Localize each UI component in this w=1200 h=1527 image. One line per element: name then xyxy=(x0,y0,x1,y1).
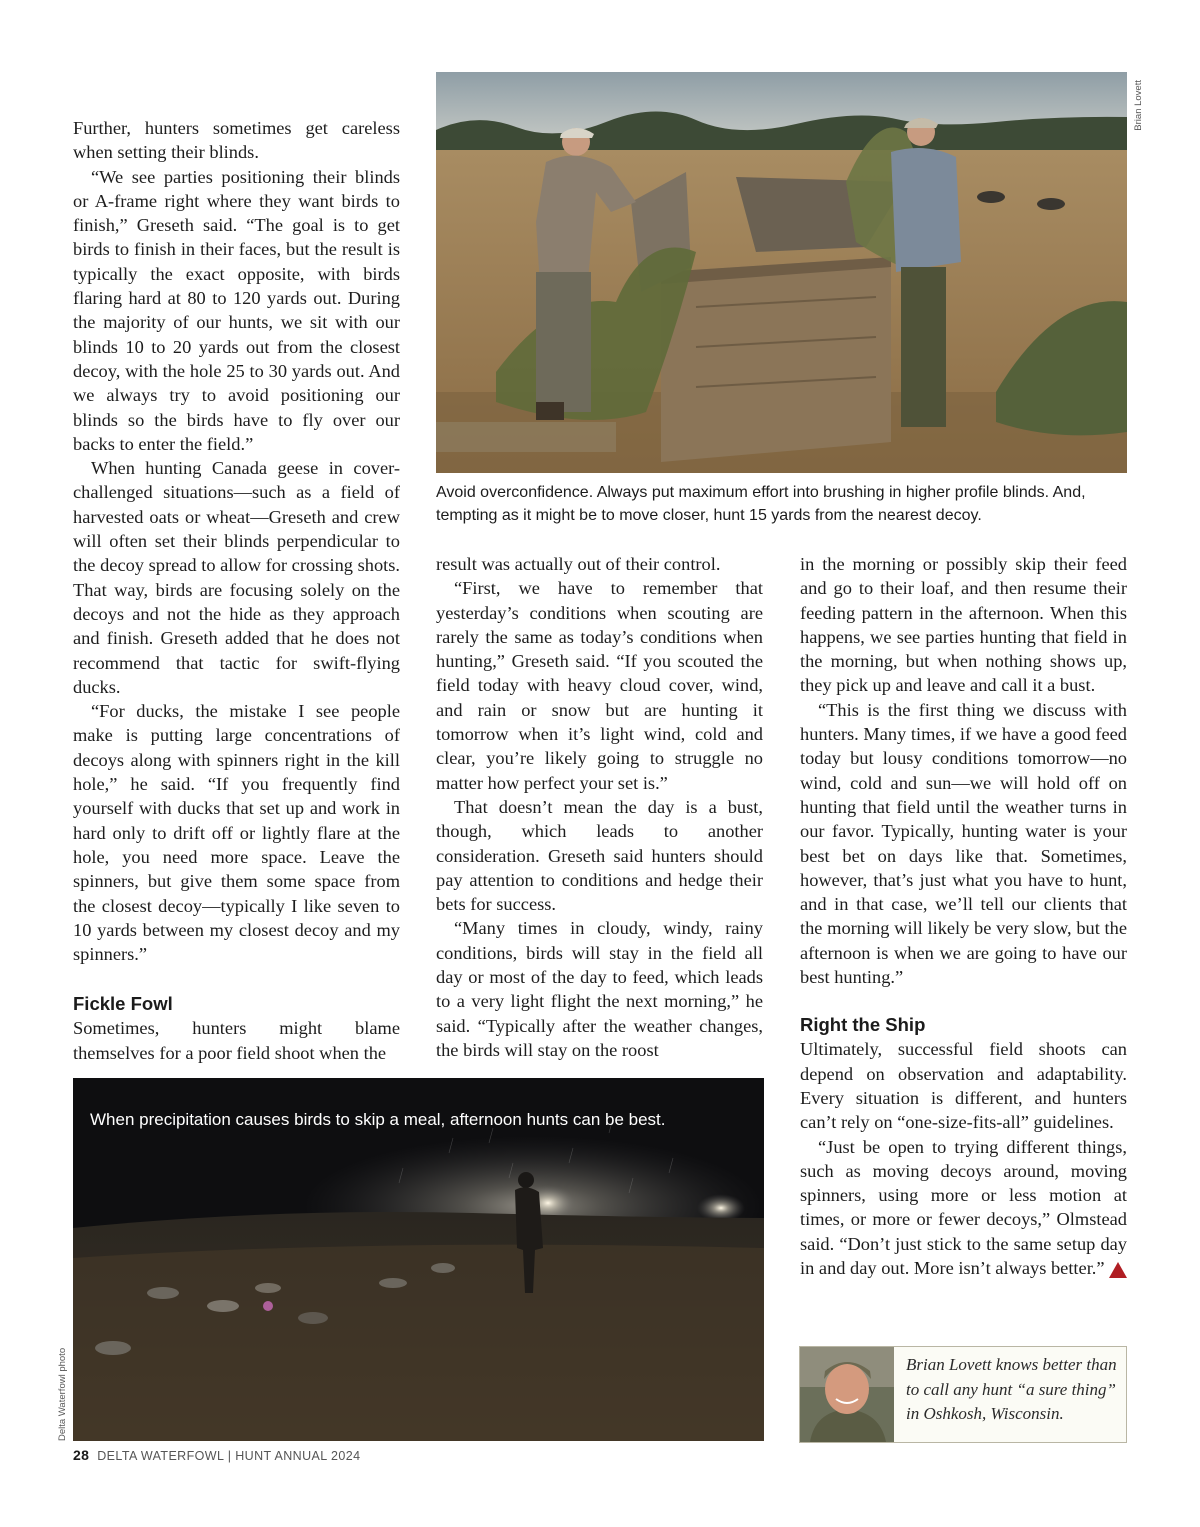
column-3 xyxy=(800,552,1127,1280)
col2-paragraph-2: “First, we have to remember that yesterday’s conditions when scouting are rarely the same as today’s conditions when hunting,” Greseth said. “If you scouted the field today with heavy cloud cover, wind, and rain or snow but are hunting it tomorrow when it’s light wind, cold and clear, you’re likely going to struggle no matter how perfect your set is.” xyxy=(436,578,763,793)
col1-paragraph-3: When hunting Canada geese in cover-challenged situations—such as a field of harvested oats or wheat—Greseth and crew will often set their blinds perpendicular to the decoy spread to allow for crossing shots. That way, birds are focusing solely on the decoys and not the hide as they approach and finish. Greseth added that he does not recommend that tactic for swift-flying ducks. xyxy=(73,458,400,697)
col3-paragraph-2: “This is the first thing we discuss with hunters. Many times, if we have a good feed today but lousy conditions tomorrow—no wind, cold and sun—we will hold off on hunting that field until the weather turns in our favor. Typically, hunting water is your best bet on days like that. Sometimes, however, that’s just what you have to hunt, and in that case, we’ll tell our clients that the morning will likely be very slow, but the afternoon is when we are going to have our best hunting.” xyxy=(800,699,1127,988)
col1-paragraph-2: “We see parties positioning their blinds or A-frame right where they want birds to finish,” Greseth said. “The goal is to get birds to finish in their faces, but the result is typically the exact opposite, with birds flaring hard at 80 to 120 yards out. During the majority of our hunts, we sit with our blinds 10 to 20 yards out from the closest decoy, with the hole 25 to 30 yards out. And we always try to avoid positioning our blinds so the birds have to fly over our backs to enter the field.” xyxy=(73,166,400,454)
col1-paragraph-4: “For ducks, the mistake I see people make is putting large concentrations of decoys along with spinners right in the kill hole,” he said. “If you frequently find yourself with ducks that set up and work in hard only to drift off or lightly flare at the hole, you need more space. Leave the spinners, but give them some space from the closest decoy—typically I like seven to 10 yards between my closest decoy and my spinners.” xyxy=(73,701,400,965)
col1-paragraph-1: Further, hunters sometimes get careless when setting their blinds. xyxy=(73,118,400,163)
bottom-photo-credit: Delta Waterfowl photo xyxy=(57,1347,68,1441)
col2-paragraph-3: That doesn’t mean the day is a bust, though, which leads to another consideration. Greseth said hunters should pay attention to conditions and hedge their bets for success. xyxy=(436,796,763,915)
col1-paragraph-5: Sometimes, hunters might blame themselves for a poor field shoot when the xyxy=(73,1018,400,1063)
column-1 xyxy=(73,116,400,1065)
page-number: 28 xyxy=(73,1447,90,1463)
blind-brushing-photo xyxy=(436,72,1127,473)
section-heading-right-the-ship: Right the Ship xyxy=(800,1014,926,1036)
col3-paragraph-4 xyxy=(800,1135,1127,1281)
author-photo xyxy=(800,1347,894,1442)
bottom-photo xyxy=(73,1078,764,1441)
top-photo-credit: Brian Lovett xyxy=(1133,80,1144,131)
bottom-photo-caption: When precipitation causes birds to skip a meal, afternoon hunts can be best. xyxy=(90,1110,666,1129)
top-photo-caption: Avoid overconfidence. Always put maximum effort into brushing in higher profile blinds. And, tempting as it might be to move closer, hunt 15 yards from the nearest decoy. xyxy=(436,484,1086,524)
col3-paragraph-3: Ultimately, successful field shoots can depend on observation and adaptability. Every situation is different, and hunters can’t rely on “one-size-fits-all” guidelines. xyxy=(800,1039,1127,1133)
publication-name: DELTA WATERFOWL | HUNT ANNUAL 2024 xyxy=(97,1449,361,1463)
col2-paragraph-1: result was actually out of their control. xyxy=(436,554,721,574)
author-bio-box xyxy=(799,1346,1127,1443)
night-field-photo xyxy=(73,1078,764,1441)
author-bio-text: Brian Lovett knows better than to call any hunt “a sure thing” in Oshkosh, Wisconsin. xyxy=(906,1355,1117,1423)
section-heading-fickle-fowl: Fickle Fowl xyxy=(73,993,173,1015)
top-photo xyxy=(436,72,1127,473)
col2-paragraph-4: “Many times in cloudy, windy, rainy conditions, birds will stay in the field all day or most of the day to feed, which leads to a very light flight the next morning,” he said. “Typically after the weather changes, the birds will stay on the roost xyxy=(436,918,763,1060)
end-mark-triangle-icon xyxy=(1109,1262,1127,1278)
col3-paragraph-1: in the morning or possibly skip their feed and go to their loaf, and then resume their feeding pattern in the afternoon. When this happens, we see parties hunting that field in the morning, but when nothing shows up, they pick up and leave and call it a bust. xyxy=(800,554,1127,696)
col3-paragraph-4-text: “Just be open to trying different things, such as moving decoys around, moving spinners, using more or less motion at times, or more or fewer decoys,” Olmstead said. “Don’t just stick to the same setup day in and day out. More isn’t always better.” xyxy=(800,1136,1127,1279)
column-2 xyxy=(436,552,763,1062)
page-footer xyxy=(73,1447,360,1463)
